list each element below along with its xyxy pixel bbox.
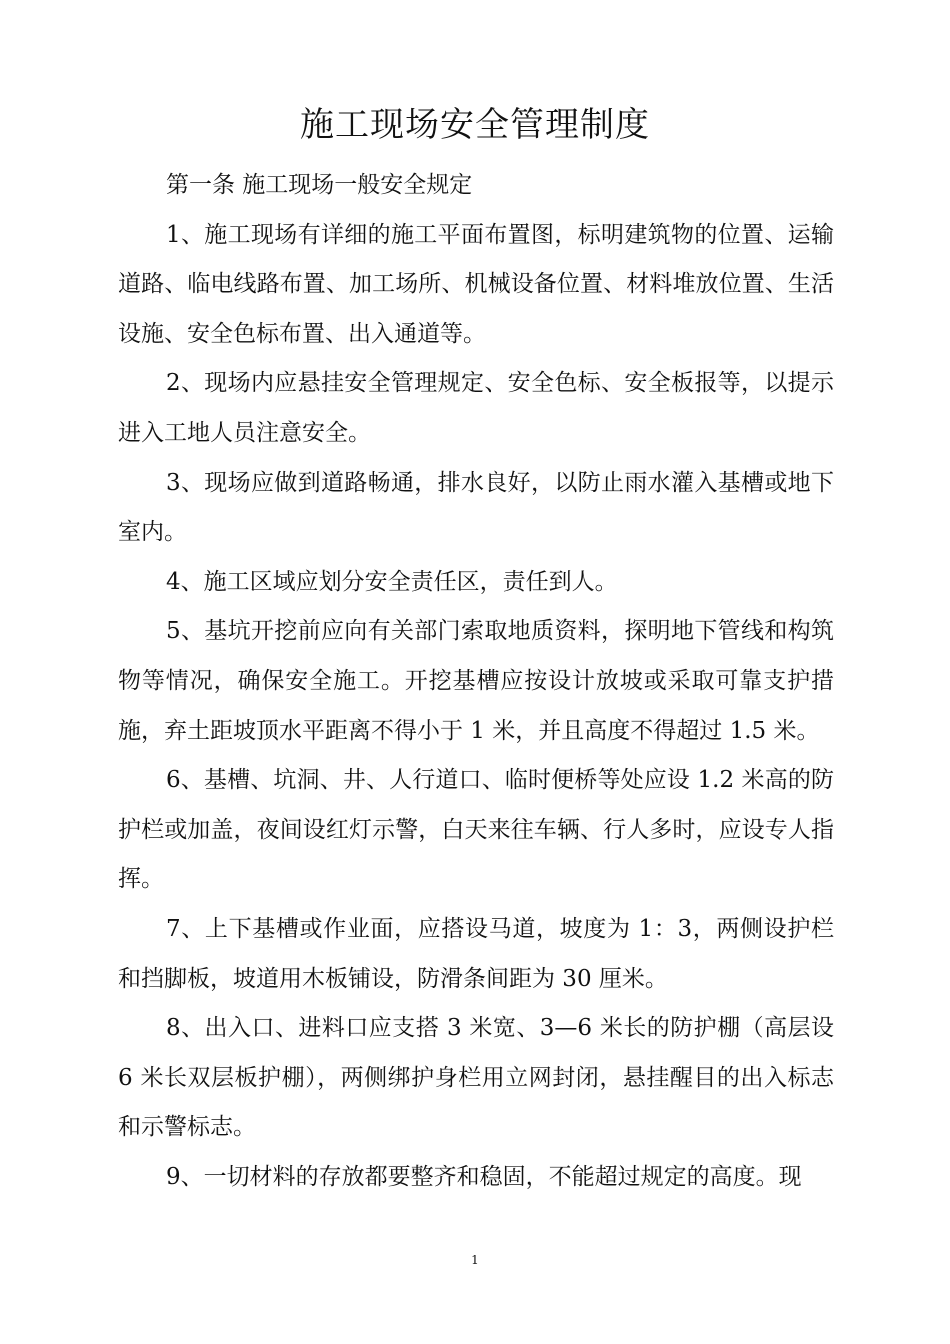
section-heading: 第一条 施工现场一般安全规定 (166, 172, 473, 198)
paragraph-6: 6、基槽、坑洞、井、人行道口、临时便桥等处应设 1.2 米高的防护栏或加盖，夜间设红灯示警，白天来往车辆、行人多时，应设专人指挥。 (118, 767, 834, 893)
paragraph-3: 3、现场应做到道路畅通，排水良好，以防止雨水灌入基槽或地下室内。 (118, 469, 834, 546)
paragraph-4: 4、施工区域应划分安全责任区，责任到人。 (166, 568, 618, 595)
paragraph-5: 5、基坑开挖前应向有关部门索取地质资料，探明地下管线和构筑物等情况，确保安全施工。开挖基槽应按设计放坡或采取可靠支护措施，弃土距坡顶水平距离不得小于 1 米，并且高度不得超过 1.5 米。 (118, 618, 834, 744)
paragraph-9: 9、一切材料的存放都要整齐和稳固，不能超过规定的高度。现 (166, 1163, 802, 1190)
paragraph-1: 1、施工现场有详细的施工平面布置图，标明建筑物的位置、运输道路、临电线路布置、加工场所、机械设备位置、材料堆放位置、生活设施、安全色标布置、出入通道等。 (118, 221, 834, 347)
paragraph-7: 7、上下基槽或作业面，应搭设马道，坡度为 1：3，两侧设护栏和挡脚板，坡道用木板铺设，防滑条间距为 30 厘米。 (118, 915, 834, 992)
document-title: 施工现场安全管理制度 (300, 105, 650, 145)
page-number: 1 (471, 1253, 479, 1267)
paragraph-8: 8、出入口、进料口应支搭 3 米宽、3—6 米长的防护棚（高层设 6 米长双层板护棚），两侧绑护身栏用立网封闭，悬挂醒目的出入标志和示警标志。 (118, 1015, 834, 1141)
paragraph-2: 2、现场内应悬挂安全管理规定、安全色标、安全板报等，以提示进入工地人员注意安全。 (118, 370, 834, 446)
document-body (118, 161, 834, 1202)
